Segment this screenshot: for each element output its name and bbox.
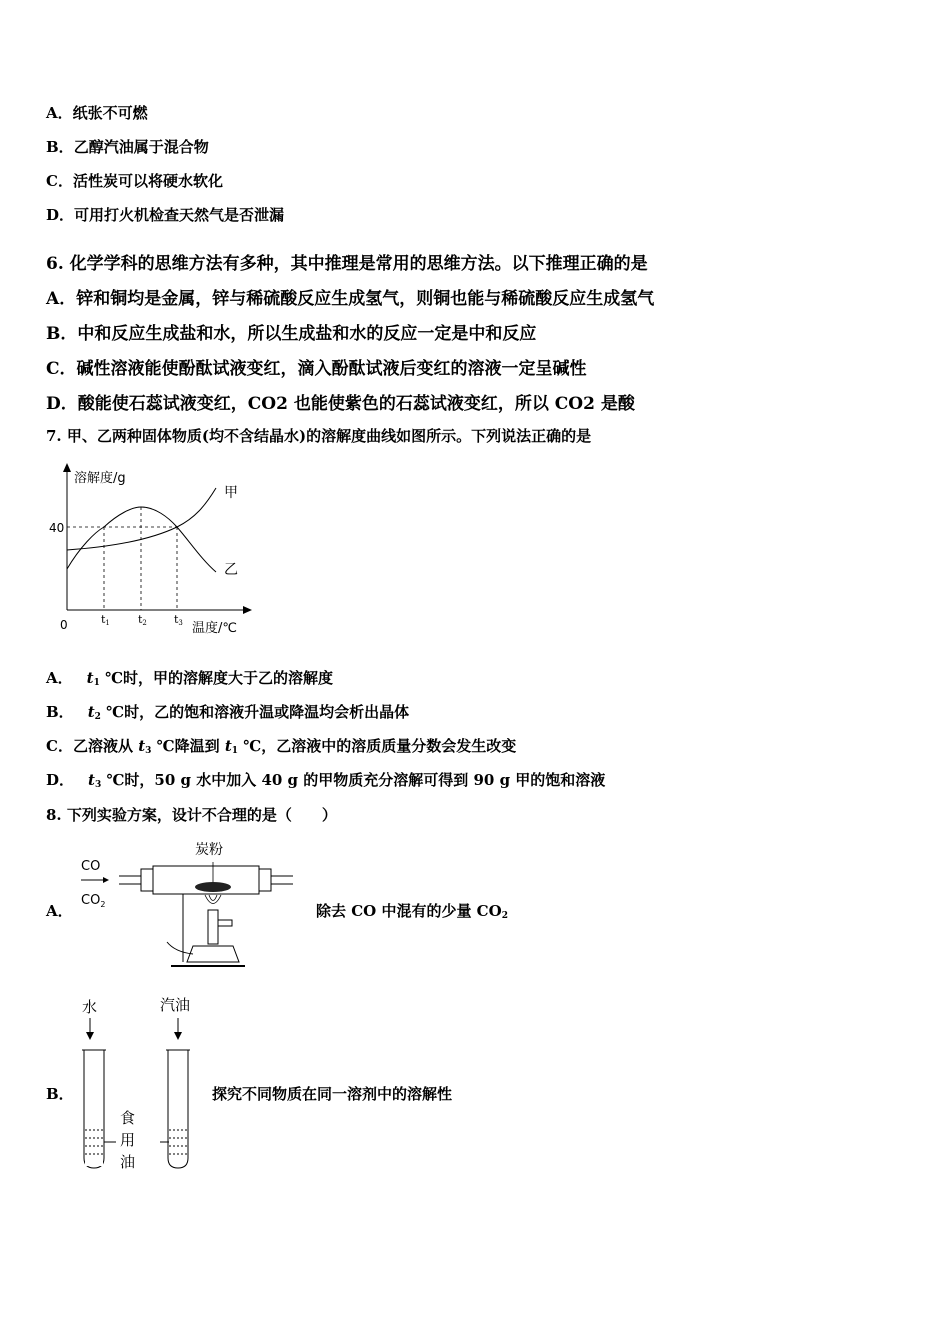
tube1-label-water: 水 — [82, 998, 98, 1016]
chart-legend-yi: 乙 — [224, 562, 238, 578]
q5-option-d: D．可用打火机检查天然气是否泄漏 — [46, 206, 285, 224]
test-tube-2 — [168, 1050, 188, 1168]
q7-stem: 7. 甲、乙两种固体物质(均不含结晶水)的溶解度曲线如图所示。下列说法正确的是 — [46, 427, 592, 445]
chart-xtick-t1: t1 — [101, 613, 110, 627]
chart-legend-jia: 甲 — [224, 485, 238, 501]
chart-xtick-t3: t3 — [174, 613, 183, 627]
q6-option-b: B．中和反应生成盐和水，所以生成盐和水的反应一定是中和反应 — [46, 324, 537, 344]
solubility-chart — [40, 462, 270, 642]
chart-line-jia — [67, 488, 216, 550]
q8-stem: 8. 下列实验方案，设计不合理的是（ ） — [46, 806, 337, 824]
q8-option-a-letter: A． — [46, 902, 73, 920]
flame — [205, 895, 221, 904]
apparatus-label-co: CO — [81, 859, 101, 874]
co-co2-apparatus — [75, 832, 305, 977]
solubility-test-tubes — [70, 990, 210, 1180]
burner-valve — [218, 920, 232, 926]
burner-tube — [208, 910, 218, 944]
tube1-label-oil-2: 用 — [120, 1131, 136, 1149]
q5-option-c: C．活性炭可以将硬水软化 — [46, 172, 223, 190]
q6-option-d: D．酸能使石蕊试液变红，CO2 也能使紫色的石蕊试液变红，所以 CO2 是酸 — [46, 394, 635, 414]
chart-y-arrow — [63, 463, 71, 472]
burner-base — [187, 946, 239, 962]
chart-xlabel: 温度/℃ — [192, 621, 237, 636]
chart-x-arrow — [243, 606, 252, 614]
q8-option-b-letter: B． — [46, 1085, 74, 1103]
tube1-label-oil-1: 食 — [120, 1109, 136, 1127]
q7-option-d: D． $t_3$ ℃时，50 g 水中加入 40 g 的甲物质充分溶解可得到 90 g 甲的饱和溶液 — [46, 771, 606, 790]
chart-ytick-40: 40 — [49, 521, 65, 535]
tube2-label-gasoline: 汽油 — [160, 996, 191, 1014]
chart-origin: 0 — [60, 618, 68, 632]
apparatus-label-carbon: 炭粉 — [195, 842, 223, 858]
q6-option-c: C．碱性溶液能使酚酞试液变红，滴入酚酞试液后变红的溶液一定呈碱性 — [46, 359, 587, 379]
carbon-powder — [195, 882, 231, 892]
gas-hose — [167, 942, 193, 954]
q7-option-c: C．乙溶液从 $t_3$ ℃降温到 $t_1$ ℃，乙溶液中的溶质质量分数会发生改变 — [46, 737, 517, 756]
left-stopper — [141, 869, 153, 891]
apparatus-label-co2: $CO_2$ — [81, 893, 106, 909]
q8-option-b-caption: 探究不同物质在同一溶剂中的溶解性 — [212, 1085, 453, 1103]
chart-xtick-t2: t2 — [138, 613, 147, 627]
tube1-liquid — [85, 1130, 103, 1166]
q5-option-a: A．纸张不可燃 — [46, 104, 148, 122]
q7-option-b: B． $t_2$ ℃时，乙的饱和溶液升温或降温均会析出晶体 — [46, 703, 410, 722]
right-stopper — [259, 869, 271, 891]
tube1-label-oil-3: 油 — [120, 1153, 136, 1171]
q7-option-a: A． $t_1$ ℃时，甲的溶解度大于乙的溶解度 — [46, 669, 334, 688]
q6-stem: 6. 化学学科的思维方法有多种，其中推理是常用的思维方法。以下推理正确的是 — [46, 254, 648, 274]
q8-option-a-caption: 除去 CO 中混有的少量 $CO_2$ — [316, 902, 508, 921]
chart-ylabel: 溶解度/g — [74, 471, 126, 486]
q6-option-a: A．锌和铜均是金属，锌与稀硫酸反应生成氢气，则铜也能与稀硫酸反应生成氢气 — [46, 289, 655, 309]
q5-option-b: B．乙醇汽油属于混合物 — [46, 138, 209, 156]
